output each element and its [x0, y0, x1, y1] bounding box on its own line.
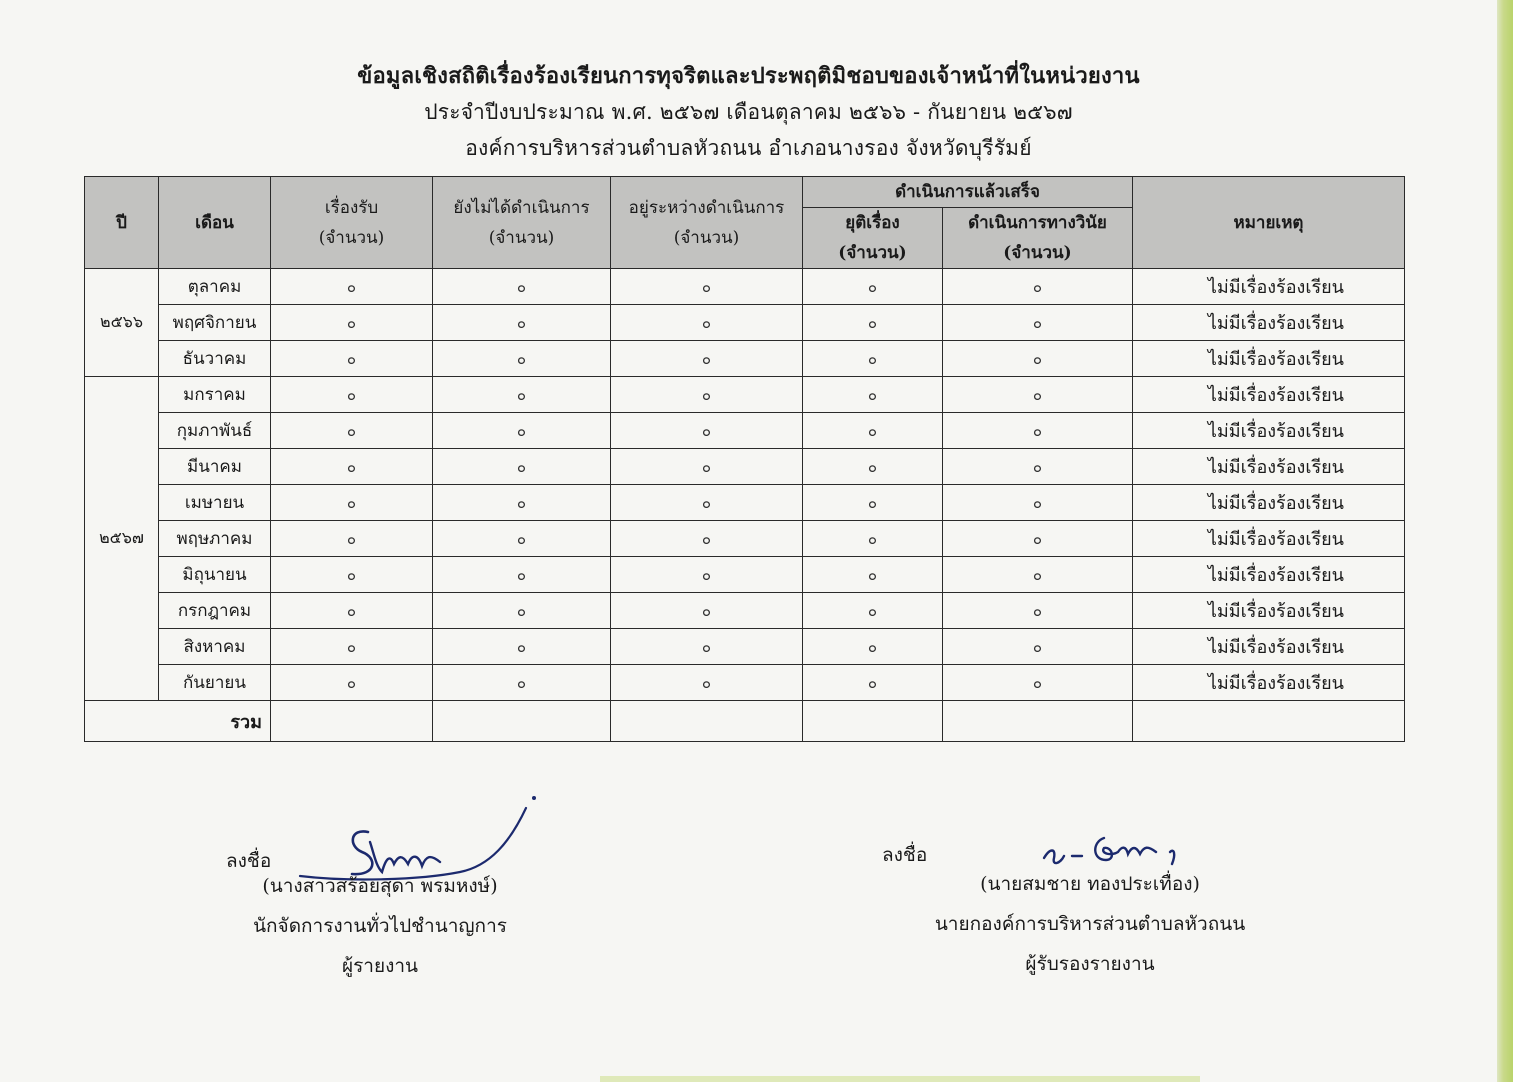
not-started-cell: ๐ — [433, 269, 611, 305]
header-year: ปี — [85, 177, 159, 269]
remark-cell: ไม่มีเรื่องร้องเรียน — [1133, 557, 1405, 593]
total-terminated — [803, 701, 943, 742]
document-heading — [0, 58, 1497, 166]
in-progress-cell: ๐ — [611, 269, 803, 305]
remark-cell: ไม่มีเรื่องร้องเรียน — [1133, 413, 1405, 449]
terminated-cell: ๐ — [803, 413, 943, 449]
in-progress-cell: ๐ — [611, 521, 803, 557]
received-cell: ๐ — [271, 521, 433, 557]
disciplinary-cell: ๐ — [943, 377, 1133, 413]
table-header — [85, 177, 1405, 269]
header-not-started-label: ยังไม่ได้ดำเนินการ — [453, 197, 590, 218]
table-footer — [85, 701, 1405, 742]
total-note — [1133, 701, 1405, 742]
table-row — [85, 665, 1405, 701]
total-label: รวม — [85, 701, 271, 742]
disciplinary-cell: ๐ — [943, 341, 1133, 377]
table-row — [85, 377, 1405, 413]
header-not-started — [433, 177, 611, 269]
in-progress-cell: ๐ — [611, 557, 803, 593]
header-in-progress-unit: (จำนวน) — [673, 227, 740, 248]
month-cell: กุมภาพันธ์ — [159, 413, 271, 449]
header-disciplinary-label: ดำเนินการทางวินัย — [968, 213, 1107, 233]
right-signatory-name: (นายสมชาย ทองประเทื่อง) — [980, 873, 1200, 895]
month-cell: มกราคม — [159, 377, 271, 413]
right-signatory-position: นายกองค์การบริหารส่วนตำบลหัวถนน — [934, 913, 1246, 935]
header-in-progress-label: อยู่ระหว่างดำเนินการ — [628, 197, 785, 218]
total-row — [85, 701, 1405, 742]
disciplinary-cell: ๐ — [943, 557, 1133, 593]
not-started-cell: ๐ — [433, 485, 611, 521]
table-row — [85, 269, 1405, 305]
terminated-cell: ๐ — [803, 341, 943, 377]
terminated-cell: ๐ — [803, 521, 943, 557]
heading-title: ข้อมูลเชิงสถิติเรื่องร้องเรียนการทุจริตและประพฤติมิชอบของเจ้าหน้าที่ในหน่วยงาน — [357, 63, 1140, 89]
terminated-cell: ๐ — [803, 629, 943, 665]
header-disciplinary — [943, 208, 1133, 269]
total-disciplinary — [943, 701, 1133, 742]
not-started-cell: ๐ — [433, 449, 611, 485]
remark-cell: ไม่มีเรื่องร้องเรียน — [1133, 665, 1405, 701]
left-signatory-role: ผู้รายงาน — [341, 955, 419, 977]
year-cell: ๒๕๖๗ — [85, 377, 159, 701]
remark-cell: ไม่มีเรื่องร้องเรียน — [1133, 377, 1405, 413]
received-cell: ๐ — [271, 665, 433, 701]
received-cell: ๐ — [271, 593, 433, 629]
in-progress-cell: ๐ — [611, 593, 803, 629]
month-cell: ตุลาคม — [159, 269, 271, 305]
in-progress-cell: ๐ — [611, 665, 803, 701]
terminated-cell: ๐ — [803, 485, 943, 521]
terminated-cell: ๐ — [803, 593, 943, 629]
table-row — [85, 593, 1405, 629]
right-sign-label: ลงชื่อ — [882, 844, 928, 866]
not-started-cell: ๐ — [433, 557, 611, 593]
header-remarks: หมายเหตุ — [1133, 177, 1405, 269]
left-signatory — [240, 866, 520, 986]
complaint-statistics-table — [84, 176, 1405, 742]
received-cell: ๐ — [271, 485, 433, 521]
header-terminated — [803, 208, 943, 269]
remark-cell: ไม่มีเรื่องร้องเรียน — [1133, 341, 1405, 377]
header-in-progress — [611, 177, 803, 269]
header-received — [271, 177, 433, 269]
not-started-cell: ๐ — [433, 341, 611, 377]
received-cell: ๐ — [271, 377, 433, 413]
month-cell: สิงหาคม — [159, 629, 271, 665]
not-started-cell: ๐ — [433, 593, 611, 629]
month-cell: มีนาคม — [159, 449, 271, 485]
terminated-cell: ๐ — [803, 665, 943, 701]
received-cell: ๐ — [271, 341, 433, 377]
total-in-progress — [611, 701, 803, 742]
table-row — [85, 413, 1405, 449]
terminated-cell: ๐ — [803, 449, 943, 485]
received-cell: ๐ — [271, 449, 433, 485]
left-signatory-name: (นางสาวสร้อยสุดา พรมหงษ์) — [262, 875, 498, 897]
in-progress-cell: ๐ — [611, 629, 803, 665]
in-progress-cell: ๐ — [611, 413, 803, 449]
terminated-cell: ๐ — [803, 377, 943, 413]
disciplinary-cell: ๐ — [943, 305, 1133, 341]
received-cell: ๐ — [271, 269, 433, 305]
remark-cell: ไม่มีเรื่องร้องเรียน — [1133, 305, 1405, 341]
heading-organization: องค์การบริหารส่วนตำบลหัวถนน อำเภอนางรอง จังหวัดบุรีรัมย์ — [465, 136, 1032, 160]
table-row — [85, 341, 1405, 377]
received-cell: ๐ — [271, 305, 433, 341]
terminated-cell: ๐ — [803, 269, 943, 305]
remark-cell: ไม่มีเรื่องร้องเรียน — [1133, 449, 1405, 485]
remark-cell: ไม่มีเรื่องร้องเรียน — [1133, 521, 1405, 557]
not-started-cell: ๐ — [433, 521, 611, 557]
total-received — [271, 701, 433, 742]
page-edge — [1497, 0, 1513, 1082]
table-row — [85, 629, 1405, 665]
remark-cell: ไม่มีเรื่องร้องเรียน — [1133, 593, 1405, 629]
heading-fiscal-year: ประจำปีงบประมาณ พ.ศ. ๒๕๖๗ เดือนตุลาคม ๒๕๖๖ - กันยายน ๒๕๖๗ — [424, 100, 1073, 124]
in-progress-cell: ๐ — [611, 449, 803, 485]
disciplinary-cell: ๐ — [943, 413, 1133, 449]
header-month: เดือน — [159, 177, 271, 269]
disciplinary-cell: ๐ — [943, 665, 1133, 701]
month-cell: กันยายน — [159, 665, 271, 701]
in-progress-cell: ๐ — [611, 485, 803, 521]
terminated-cell: ๐ — [803, 557, 943, 593]
not-started-cell: ๐ — [433, 377, 611, 413]
header-not-started-unit: (จำนวน) — [488, 227, 555, 248]
remark-cell: ไม่มีเรื่องร้องเรียน — [1133, 269, 1405, 305]
terminated-cell: ๐ — [803, 305, 943, 341]
page-bottom-strip — [600, 1076, 1200, 1082]
header-disciplinary-unit: (จำนวน) — [1003, 243, 1072, 263]
not-started-cell: ๐ — [433, 305, 611, 341]
left-signatory-position: นักจัดการงานทั่วไปชำนาญการ — [253, 915, 507, 937]
total-not-started — [433, 701, 611, 742]
not-started-cell: ๐ — [433, 665, 611, 701]
month-cell: ธันวาคม — [159, 341, 271, 377]
header-terminated-unit: (จำนวน) — [838, 243, 907, 263]
received-cell: ๐ — [271, 629, 433, 665]
remark-cell: ไม่มีเรื่องร้องเรียน — [1133, 485, 1405, 521]
disciplinary-cell: ๐ — [943, 269, 1133, 305]
header-completed: ดำเนินการแล้วเสร็จ — [803, 177, 1133, 208]
month-cell: มิถุนายน — [159, 557, 271, 593]
header-terminated-label: ยุติเรื่อง — [845, 213, 900, 233]
right-signatory-role: ผู้รับรองรายงาน — [1025, 953, 1155, 975]
month-cell: พฤศจิกายน — [159, 305, 271, 341]
not-started-cell: ๐ — [433, 413, 611, 449]
in-progress-cell: ๐ — [611, 341, 803, 377]
month-cell: พฤษภาคม — [159, 521, 271, 557]
disciplinary-cell: ๐ — [943, 449, 1133, 485]
table-body — [85, 269, 1405, 701]
month-cell: กรกฎาคม — [159, 593, 271, 629]
table-row — [85, 449, 1405, 485]
month-cell: เมษายน — [159, 485, 271, 521]
disciplinary-cell: ๐ — [943, 485, 1133, 521]
disciplinary-cell: ๐ — [943, 593, 1133, 629]
received-cell: ๐ — [271, 557, 433, 593]
in-progress-cell: ๐ — [611, 377, 803, 413]
received-cell: ๐ — [271, 413, 433, 449]
not-started-cell: ๐ — [433, 629, 611, 665]
year-cell: ๒๕๖๖ — [85, 269, 159, 377]
disciplinary-cell: ๐ — [943, 629, 1133, 665]
table-row — [85, 485, 1405, 521]
disciplinary-cell: ๐ — [943, 521, 1133, 557]
header-received-unit: (จำนวน) — [318, 227, 385, 248]
left-sign-label: ลงชื่อ — [226, 850, 272, 872]
right-signatory — [920, 864, 1260, 984]
header-received-label: เรื่องรับ — [324, 197, 379, 218]
remark-cell: ไม่มีเรื่องร้องเรียน — [1133, 629, 1405, 665]
in-progress-cell: ๐ — [611, 305, 803, 341]
table-row — [85, 557, 1405, 593]
table-row — [85, 521, 1405, 557]
table-row — [85, 305, 1405, 341]
